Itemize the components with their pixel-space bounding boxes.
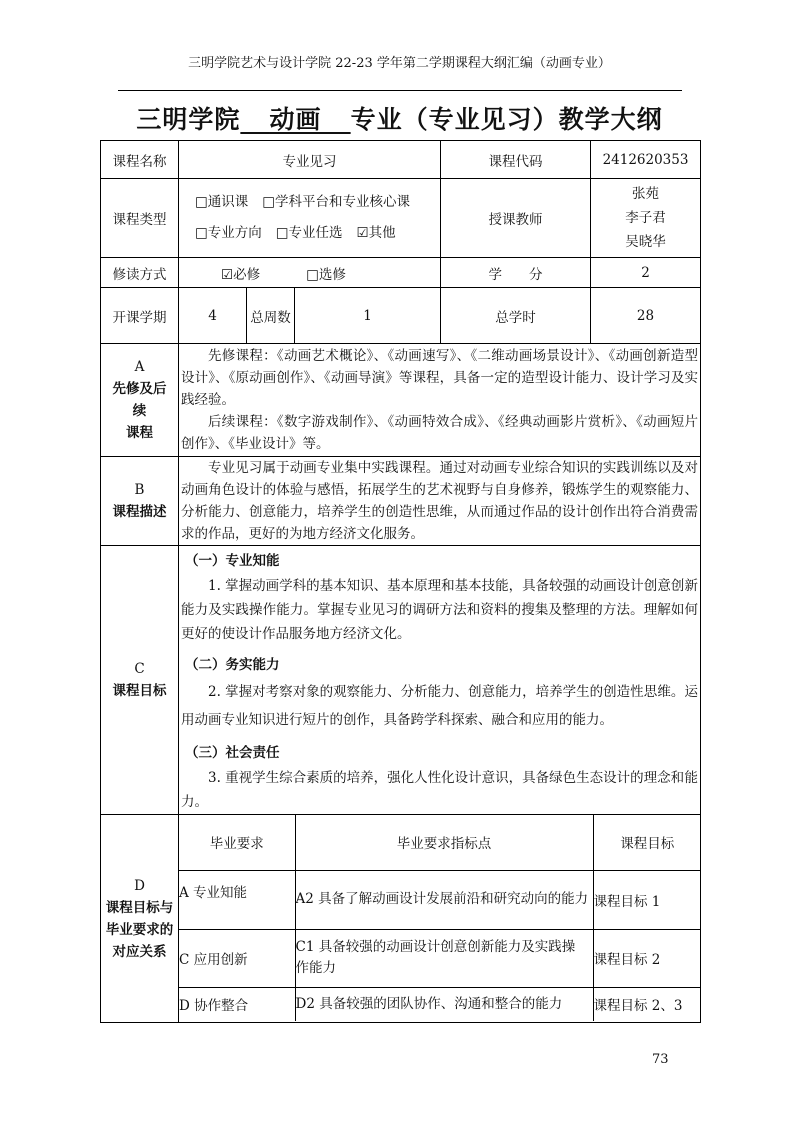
requirement-cell: A 专业知能 — [179, 870, 295, 929]
teacher-list — [591, 179, 701, 258]
title-major: 动画 — [269, 105, 322, 134]
course-name-label: 课程名称 — [101, 141, 179, 179]
course-type-options — [179, 179, 441, 258]
section-b-label: B 课程描述 — [101, 457, 179, 546]
teacher-name: 吴晓华 — [625, 234, 666, 250]
follow-up-courses: 后续课程：《数字游戏制作》、《动画特效合成》、《经典动画影片赏析》、《动画短片创作》、《毕业设计》等。 — [181, 414, 699, 452]
requirement-cell: C 应用创新 — [179, 929, 295, 987]
indicator-cell: C1 具备较强的动画设计创意创新能力及实践操作能力 — [295, 929, 593, 987]
hours-value: 28 — [591, 288, 701, 344]
table-row — [179, 929, 701, 987]
row-course-name — [101, 141, 701, 179]
section-b-content — [179, 457, 701, 546]
section-d — [101, 815, 701, 1023]
course-name-value: 专业见习 — [179, 141, 441, 179]
study-mode-options — [179, 258, 441, 288]
section-a-content — [179, 344, 701, 457]
row-course-type — [101, 179, 701, 258]
term-label: 开课学期 — [101, 288, 179, 344]
section-c-content — [179, 546, 701, 815]
indicator-cell: D2 具备较强的团队协作、沟通和整合的能力 — [295, 987, 593, 1021]
mapping-table — [179, 815, 701, 1021]
title-prefix: 三明学院 — [136, 105, 241, 134]
section-c-label: C 课程目标 — [101, 546, 179, 815]
option-elective: □选修 — [306, 266, 346, 283]
prerequisite-courses: 先修课程：《动画艺术概论》、《动画速写》、《二维动画场景设计》、《动画创新造型设计》、《原动画创作》、《动画导演》等课程，具备一定的造型设计能力、设计学习及实践经验。 — [181, 348, 699, 408]
table-row — [179, 870, 701, 929]
section-a-label: A 先修及后 续 课程 — [101, 344, 179, 457]
credit-value: 2 — [591, 258, 701, 288]
course-type-label: 课程类型 — [101, 179, 179, 258]
syllabus-table — [100, 140, 701, 1023]
section-c — [101, 546, 701, 815]
requirement-cell: D 协作整合 — [179, 987, 295, 1021]
teacher-name: 李子君 — [625, 210, 666, 226]
weeks-label: 总周数 — [247, 288, 295, 344]
credit-label: 学 分 — [441, 258, 591, 288]
section-d-label: D 课程目标与 毕业要求的 对应关系 — [101, 815, 179, 1023]
goal-heading: （二）务实能力 — [185, 657, 280, 673]
teacher-label: 授课教师 — [441, 179, 591, 258]
goal-text: 1. 掌握动画学科的基本知识、基本原理和基本技能，具备较强的动画设计创意创新能力及实践操作能力。掌握专业见习的调研方法和资料的搜集及整理的方法。理解如何更好的使设计作品服务地方经济文化。 — [181, 578, 699, 642]
option-core: □学科平台和专业核心课 — [262, 194, 411, 210]
header-rule — [118, 90, 682, 91]
goal-text: 3. 重视学生综合素质的培养，强化人性化设计意识，具备绿色生态设计的理念和能力。 — [181, 770, 699, 810]
option-other: ☑其他 — [356, 225, 396, 241]
goal-heading: （一）专业知能 — [185, 553, 280, 569]
term-value: 4 — [179, 288, 247, 344]
row-study-mode — [101, 258, 701, 288]
option-direction: □专业方向 — [195, 225, 262, 241]
title-suffix: 专业（专业见习）教学大纲 — [350, 105, 663, 134]
option-required: ☑必修 — [221, 266, 261, 283]
page-number: 73 — [652, 1052, 669, 1067]
weeks-value: 1 — [295, 288, 441, 344]
table-row — [179, 987, 701, 1021]
course-code-label: 课程代码 — [441, 141, 591, 179]
running-header: 三明学院艺术与设计学院 22-23 学年第二学期课程大纲汇编（动画专业） — [188, 56, 611, 71]
section-b — [101, 457, 701, 546]
course-code-value: 2412620353 — [591, 141, 701, 179]
goal-cell: 课程目标 2 — [593, 929, 701, 987]
course-description: 专业见习属于动画专业集中实践课程。通过对动画专业综合知识的实践训练以及对动画角色设计的体验与感悟，拓展学生的艺术视野与自身修养，锻炼学生的观察能力、分析能力、创意能力，培养学生的创造性思维，从而通过作品的设计创作出符合消费需求的作品，更好的为地方经济文化服务。 — [181, 460, 699, 542]
header-goal: 课程目标 — [593, 815, 701, 870]
indicator-cell: A2 具备了解动画设计发展前沿和研究动向的能力 — [295, 870, 593, 929]
goal-text: 2. 掌握对考察对象的观察能力、分析能力、创意能力，培养学生的创造性思维。运用动画专业知识进行短片的创作，具备跨学科探索、融合和应用的能力。 — [181, 684, 699, 728]
goal-cell: 课程目标 2、3 — [593, 987, 701, 1021]
row-term — [101, 288, 701, 344]
goal-cell: 课程目标 1 — [593, 870, 701, 929]
goal-heading: （三）社会责任 — [185, 745, 280, 761]
teacher-name: 张苑 — [632, 186, 660, 202]
header-indicator: 毕业要求指标点 — [295, 815, 593, 870]
hours-label: 总学时 — [441, 288, 591, 344]
section-a — [101, 344, 701, 457]
document-title — [0, 100, 799, 136]
header-requirement: 毕业要求 — [179, 815, 295, 870]
section-d-content — [179, 815, 701, 1023]
study-mode-label: 修读方式 — [101, 258, 179, 288]
option-optional: □专业任选 — [275, 225, 343, 241]
mapping-header-row — [179, 815, 701, 870]
option-general: □通识课 — [195, 194, 249, 210]
